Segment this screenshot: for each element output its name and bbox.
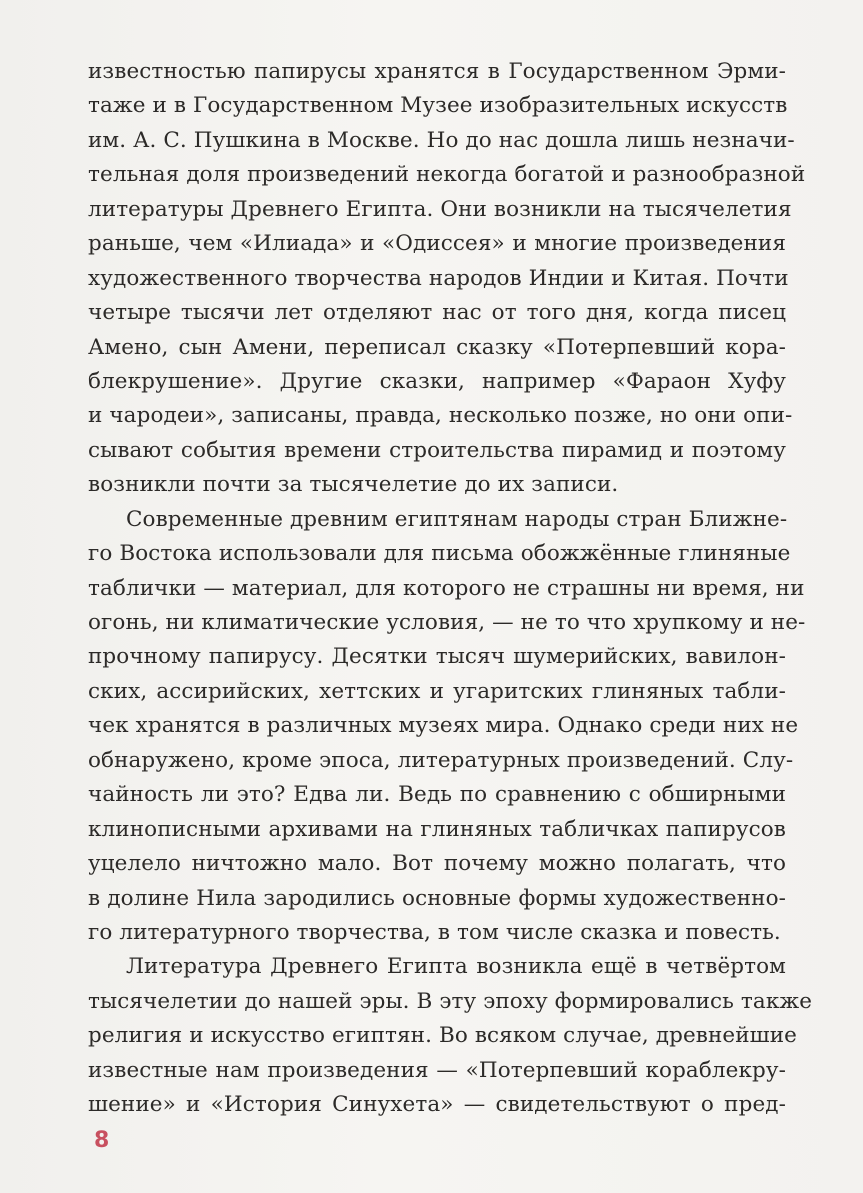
- page-number: 8: [94, 1128, 110, 1153]
- text-line: литературы Древнего Египта. Они возникли на тысячелетия: [88, 196, 792, 222]
- text-line: тысячелетии до нашей эры. В эту эпоху формировались также: [88, 988, 813, 1014]
- text-line: известностью папирусы хранятся в Государственном Эрми-: [88, 59, 786, 84]
- text-line: уцелело ничтожно мало. Вот почему можно полагать, что: [88, 851, 786, 877]
- text-line: Амено, сын Амени, переписал сказку «Потерпевший кора-: [88, 334, 786, 360]
- text-line: таблички — материал, для которого не страшны ни время, ни: [88, 575, 805, 601]
- text-line: Литература Древнего Египта возникла ещё в четвёртом: [126, 954, 786, 980]
- text-line: тельная доля произведений некогда богатой и разнообразной: [88, 162, 806, 188]
- text-line: шение» и «История Синухета» — свидетельствуют о пред-: [88, 1092, 786, 1118]
- text-line: религия и искусство египтян. Во всяком случае, древнейшие: [88, 1023, 798, 1049]
- text-line: художественного творчества народов Индии и Китая. Почти: [88, 265, 789, 291]
- text-line: в долине Нила зародились основные формы художественно-: [88, 885, 786, 911]
- text-line: блекрушение». Другие сказки, например «Фараон Хуфу: [88, 368, 786, 394]
- text-line: огонь, ни климатические условия, — не то что хрупкому и не-: [88, 610, 806, 635]
- text-line: обнаружено, кроме эпоса, литературных произведений. Слу-: [88, 747, 794, 773]
- text-line: таже и в Государственном Музее изобразительных искусств: [88, 93, 788, 119]
- text-line: чайность ли это? Едва ли. Ведь по сравнению с обширными: [88, 782, 786, 808]
- text-line: сывают события времени строительства пирамид и поэтому: [88, 437, 786, 463]
- paragraph-1: [88, 55, 806, 503]
- text-line: чек хранятся в различных музеях мира. Однако среди них не: [88, 713, 799, 739]
- body-text: [88, 55, 813, 1123]
- text-line: известные нам произведения — «Потерпевший кораблекру-: [88, 1057, 786, 1083]
- text-line: возникли почти за тысячелетие до их записи.: [88, 472, 619, 498]
- text-line: го Востока использовали для письма обожжённые глиняные: [88, 541, 791, 567]
- text-line: ских, ассирийских, хеттских и угаритских глиняных табли-: [88, 678, 786, 704]
- text-line: четыре тысячи лет отделяют нас от того дня, когда писец: [88, 300, 786, 326]
- text-line: и чародеи», записаны, правда, несколько позже, но они опи-: [88, 403, 793, 429]
- text-line: клинописными архивами на глиняных табличках папирусов: [88, 816, 786, 842]
- text-line: Современные древним египтянам народы стран Ближне-: [126, 506, 788, 532]
- text-line: прочному папирусу. Десятки тысяч шумерийских, вавилон-: [88, 644, 786, 670]
- paragraph-2: [88, 503, 806, 951]
- paragraph-3: [88, 950, 813, 1122]
- text-line: раньше, чем «Илиада» и «Одиссея» и многие произведения: [88, 231, 786, 257]
- text-line: го литературного творчества, в том числе сказка и повесть.: [88, 919, 781, 945]
- text-line: им. А. С. Пушкина в Москве. Но до нас дошла лишь незначи-: [88, 127, 795, 153]
